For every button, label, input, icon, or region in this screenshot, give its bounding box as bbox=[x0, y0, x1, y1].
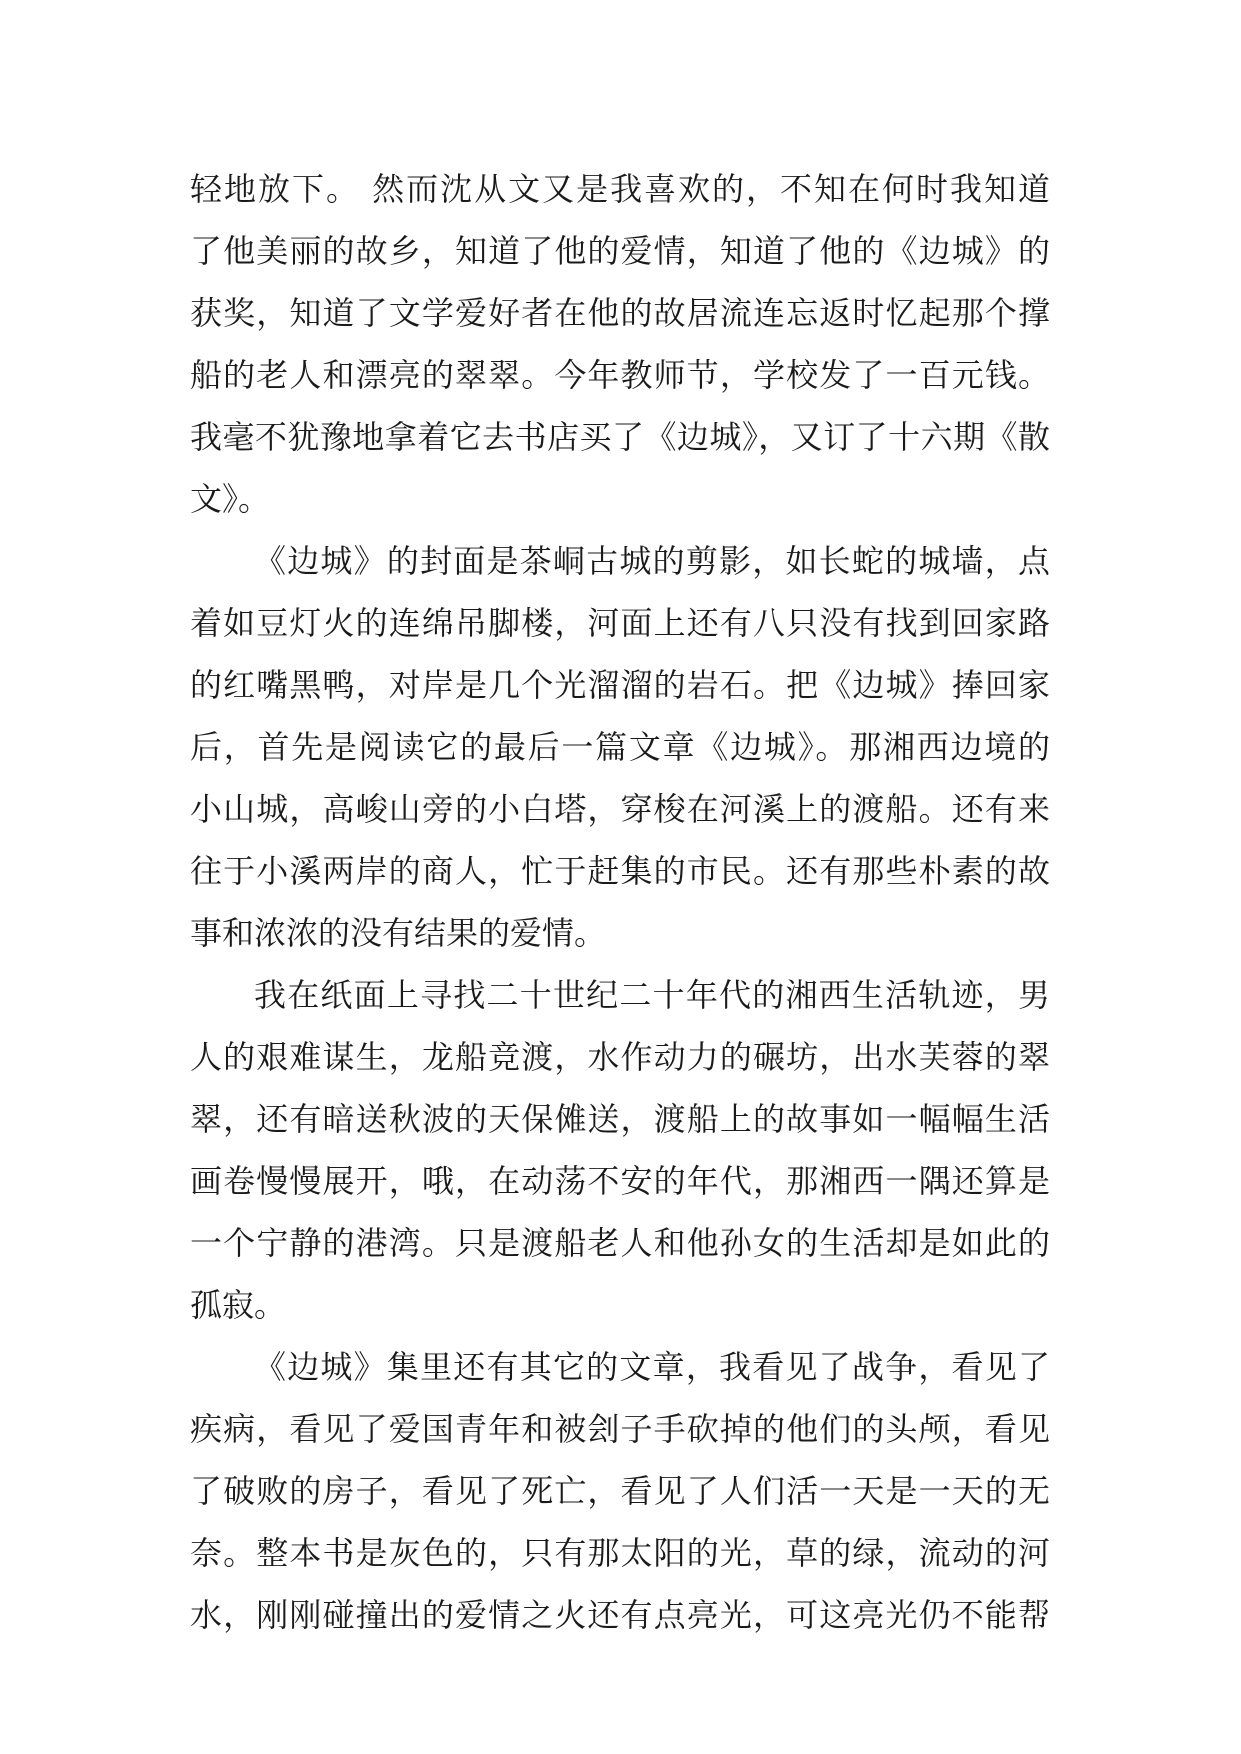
paragraph-line: 疾病，看见了爱国青年和被刽子手砍掉的他们的头颅，看见 bbox=[190, 1410, 1050, 1448]
paragraph-line: 画卷慢慢展开，哦，在动荡不安的年代，那湘西一隅还算是 bbox=[190, 1162, 1050, 1200]
paragraph-line: 孤寂。 bbox=[190, 1286, 287, 1324]
paragraph-line: 着如豆灯火的连绵吊脚楼，河面上还有八只没有找到回家路 bbox=[190, 604, 1050, 642]
paragraph-line: 《边城》的封面是茶峒古城的剪影，如长蛇的城墙，点 bbox=[254, 542, 1050, 580]
paragraph-line: 的红嘴黑鸭，对岸是几个光溜溜的岩石。把《边城》捧回家 bbox=[190, 666, 1050, 704]
paragraph-line: 我在纸面上寻找二十世纪二十年代的湘西生活轨迹，男 bbox=[254, 976, 1050, 1014]
paragraph-line: 往于小溪两岸的商人，忙于赶集的市民。还有那些朴素的故 bbox=[190, 852, 1050, 890]
paragraph-line: 获奖，知道了文学爱好者在他的故居流连忘返时忆起那个撑 bbox=[190, 294, 1050, 332]
paragraph-line: 事和浓浓的没有结果的爱情。 bbox=[190, 914, 607, 952]
paragraph-line: 小山城，高峻山旁的小白塔，穿梭在河溪上的渡船。还有来 bbox=[190, 790, 1050, 828]
paragraph-line: 船的老人和漂亮的翠翠。今年教师节，学校发了一百元钱。 bbox=[190, 356, 1050, 394]
paragraph-line: 文》。 bbox=[190, 480, 271, 518]
paragraph-line: 我毫不犹豫地拿着它去书店买了《边城》，又订了十六期《散 bbox=[190, 418, 1050, 456]
paragraph-line: 人的艰难谋生，龙船竞渡，水作动力的碾坊，出水芙蓉的翠 bbox=[190, 1038, 1050, 1076]
paragraph-line: 轻地放下。 然而沈从文又是我喜欢的，不知在何时我知道 bbox=[190, 170, 1050, 208]
paragraph-line: 后，首先是阅读它的最后一篇文章《边城》。那湘西边境的 bbox=[190, 728, 1050, 766]
paragraph-line: 了他美丽的故乡，知道了他的爱情，知道了他的《边城》的 bbox=[190, 232, 1050, 270]
paragraph-line: 了破败的房子，看见了死亡，看见了人们活一天是一天的无 bbox=[190, 1472, 1050, 1510]
paragraph-4 bbox=[190, 1336, 1050, 1646]
paragraph-1 bbox=[190, 158, 1050, 530]
paragraph-line: 一个宁静的港湾。只是渡船老人和他孙女的生活却是如此的 bbox=[190, 1224, 1050, 1262]
paragraph-3 bbox=[190, 964, 1050, 1336]
paragraph-line: 翠，还有暗送秋波的天保傩送，渡船上的故事如一幅幅生活 bbox=[190, 1100, 1050, 1138]
paragraph-line: 《边城》集里还有其它的文章，我看见了战争，看见了 bbox=[254, 1348, 1050, 1386]
paragraph-line: 水，刚刚碰撞出的爱情之火还有点亮光，可这亮光仍不能帮 bbox=[190, 1596, 1050, 1634]
paragraph-line: 奈。整本书是灰色的，只有那太阳的光，草的绿，流动的河 bbox=[190, 1534, 1050, 1572]
document-body bbox=[190, 158, 1050, 1646]
paragraph-2 bbox=[190, 530, 1050, 964]
